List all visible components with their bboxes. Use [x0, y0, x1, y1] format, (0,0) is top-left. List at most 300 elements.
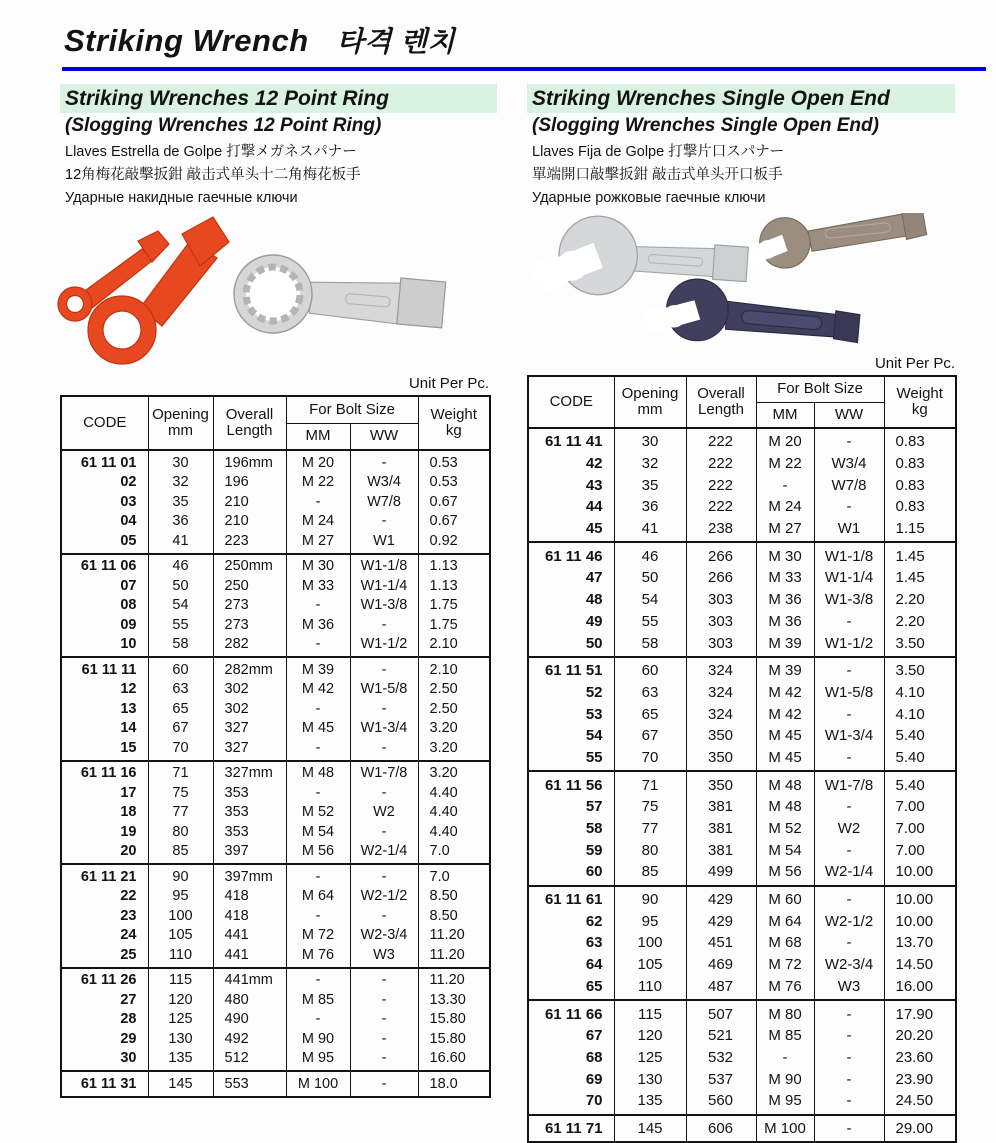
cell-bolt-ww: W1-7/8	[350, 761, 418, 784]
cell-overall-length: 512	[213, 1049, 286, 1072]
table-row	[61, 450, 490, 473]
cell-bolt-mm: -	[286, 635, 350, 658]
product-group	[528, 771, 956, 885]
cell-weight: 1.45	[884, 567, 956, 589]
cell-overall-length: 480	[213, 990, 286, 1010]
cell-bolt-mm: M 64	[286, 887, 350, 907]
cell-code: 61 11 21	[61, 864, 148, 887]
cell-opening: 54	[148, 596, 213, 616]
cell-opening: 65	[148, 699, 213, 719]
spec-table-single-open-end	[527, 375, 957, 1143]
cell-overall-length: 499	[686, 861, 756, 886]
cell-opening: 110	[614, 976, 686, 1001]
cell-bolt-ww: -	[814, 1047, 884, 1069]
cell-overall-length: 429	[686, 910, 756, 932]
cell-overall-length: 238	[686, 518, 756, 543]
table-row	[528, 682, 956, 704]
cell-code: 64	[528, 954, 614, 976]
cell-bolt-ww: -	[814, 796, 884, 818]
header-weight	[884, 376, 956, 428]
cell-bolt-mm: M 36	[756, 611, 814, 633]
cell-opening: 35	[148, 492, 213, 512]
cell-overall-length: 521	[686, 1025, 756, 1047]
cell-bolt-mm: M 42	[286, 680, 350, 700]
table-row	[528, 954, 956, 976]
cell-weight: 7.00	[884, 839, 956, 861]
cell-overall-length: 327	[213, 738, 286, 761]
cell-bolt-ww: -	[350, 990, 418, 1010]
header-bolt-ww: WW	[814, 402, 884, 428]
header-weight-unit: kg	[445, 422, 462, 439]
table-row	[528, 657, 956, 682]
cell-weight: 0.83	[884, 474, 956, 496]
cell-overall-length: 418	[213, 887, 286, 907]
cell-weight: 7.00	[884, 796, 956, 818]
cell-overall-length: 222	[686, 474, 756, 496]
cell-weight: 3.20	[418, 719, 490, 739]
cell-bolt-ww: W1-7/8	[814, 771, 884, 796]
cell-bolt-ww: -	[814, 611, 884, 633]
cell-overall-length: 350	[686, 771, 756, 796]
table-row	[61, 738, 490, 761]
cell-bolt-ww: W1-3/4	[814, 725, 884, 747]
cell-bolt-mm: M 39	[286, 657, 350, 680]
table-header	[528, 376, 956, 428]
cell-weight: 5.40	[884, 771, 956, 796]
cell-overall-length: 250	[213, 576, 286, 596]
header-opening	[148, 396, 213, 450]
cell-bolt-ww: -	[350, 906, 418, 926]
cell-bolt-mm: -	[286, 738, 350, 761]
cell-code: 03	[61, 492, 148, 512]
cell-opening: 90	[148, 864, 213, 887]
cell-bolt-ww: W1-1/2	[814, 632, 884, 657]
cell-code: 58	[528, 818, 614, 840]
cell-weight: 1.75	[418, 596, 490, 616]
cell-bolt-mm: M 95	[286, 1049, 350, 1072]
cell-bolt-mm: M 56	[286, 842, 350, 865]
cell-code: 29	[61, 1029, 148, 1049]
cell-bolt-ww: -	[350, 738, 418, 761]
cell-overall-length: 353	[213, 803, 286, 823]
cell-bolt-ww: -	[350, 822, 418, 842]
header-bolt-mm: MM	[286, 423, 350, 450]
cell-overall-length: 441	[213, 945, 286, 968]
section-title: Striking Wrenches 12 Point Ring	[60, 84, 497, 113]
cell-weight: 1.13	[418, 554, 490, 577]
cell-code: 52	[528, 682, 614, 704]
table-row	[528, 725, 956, 747]
cell-bolt-ww: -	[350, 864, 418, 887]
table-row	[528, 747, 956, 772]
product-group	[61, 554, 490, 658]
table-row	[61, 554, 490, 577]
table-row	[61, 990, 490, 1010]
table-row	[61, 492, 490, 512]
cell-weight: 5.40	[884, 725, 956, 747]
ring-wrench-illustration	[50, 213, 510, 373]
cell-bolt-mm: M 33	[286, 576, 350, 596]
cell-opening: 63	[614, 682, 686, 704]
cell-bolt-mm: M 72	[756, 954, 814, 976]
spec-table-12-point-ring	[60, 395, 491, 1098]
cell-overall-length: 418	[213, 906, 286, 926]
cell-overall-length: 487	[686, 976, 756, 1001]
cell-bolt-mm: M 30	[286, 554, 350, 577]
cell-code: 07	[61, 576, 148, 596]
cell-bolt-mm: M 52	[756, 818, 814, 840]
table-row	[61, 719, 490, 739]
cell-bolt-mm: -	[756, 1047, 814, 1069]
cell-code: 70	[528, 1090, 614, 1115]
cell-opening: 50	[148, 576, 213, 596]
cell-opening: 77	[614, 818, 686, 840]
table-row	[528, 703, 956, 725]
product-group	[61, 968, 490, 1072]
cell-weight: 0.67	[418, 492, 490, 512]
cell-code: 14	[61, 719, 148, 739]
header-code: CODE	[528, 376, 614, 428]
cell-overall-length: 266	[686, 542, 756, 567]
cell-overall-length: 303	[686, 632, 756, 657]
cell-code: 50	[528, 632, 614, 657]
table-row	[61, 635, 490, 658]
cell-code: 61 11 51	[528, 657, 614, 682]
cell-bolt-ww: -	[350, 512, 418, 532]
cell-weight: 3.20	[418, 761, 490, 784]
cell-weight: 1.75	[418, 615, 490, 635]
cell-bolt-ww: -	[350, 1010, 418, 1030]
header-weight-label: Weight	[896, 385, 943, 402]
cell-opening: 41	[614, 518, 686, 543]
cell-code: 09	[61, 615, 148, 635]
cell-weight: 23.60	[884, 1047, 956, 1069]
product-group	[528, 1115, 956, 1143]
cell-bolt-mm: M 52	[286, 803, 350, 823]
title-underline	[62, 67, 986, 71]
page-title-ko: 타격 렌치	[336, 26, 456, 57]
cell-code: 61 11 01	[61, 450, 148, 473]
cell-weight: 0.83	[884, 496, 956, 518]
two-column-layout	[60, 84, 955, 1143]
cell-code: 12	[61, 680, 148, 700]
cell-weight: 1.13	[418, 576, 490, 596]
cell-bolt-mm: M 30	[756, 542, 814, 567]
header-code: CODE	[61, 396, 148, 450]
cell-code: 60	[528, 861, 614, 886]
table-row	[528, 932, 956, 954]
header-opening-unit: mm	[637, 401, 663, 418]
cell-bolt-mm: -	[286, 968, 350, 991]
cell-code: 30	[61, 1049, 148, 1072]
taupe-open-end-wrench	[737, 213, 929, 273]
cell-overall-length: 303	[686, 611, 756, 633]
cell-overall-length: 490	[213, 1010, 286, 1030]
table-row	[61, 761, 490, 784]
cell-opening: 130	[614, 1068, 686, 1090]
cell-overall-length: 266	[686, 567, 756, 589]
cell-overall-length: 210	[213, 512, 286, 532]
cell-overall-length: 397	[213, 842, 286, 865]
cell-bolt-ww: W1	[350, 531, 418, 554]
cell-bolt-mm: M 45	[756, 747, 814, 772]
cell-bolt-ww: -	[814, 839, 884, 861]
cell-bolt-mm: M 60	[756, 886, 814, 911]
cell-code: 15	[61, 738, 148, 761]
open-end-wrench-illustration	[529, 213, 953, 353]
cell-bolt-ww: -	[350, 450, 418, 473]
cell-weight: 10.00	[884, 861, 956, 886]
cell-overall-length: 381	[686, 796, 756, 818]
cell-bolt-mm: -	[756, 474, 814, 496]
cell-bolt-ww: -	[814, 1090, 884, 1115]
cell-weight: 2.50	[418, 680, 490, 700]
cell-overall-length: 397mm	[213, 864, 286, 887]
cell-weight: 4.10	[884, 682, 956, 704]
cell-bolt-mm: M 24	[286, 512, 350, 532]
cell-code: 25	[61, 945, 148, 968]
cell-opening: 125	[148, 1010, 213, 1030]
cell-bolt-mm: -	[286, 699, 350, 719]
cell-code: 18	[61, 803, 148, 823]
cell-code: 22	[61, 887, 148, 907]
cell-code: 42	[528, 453, 614, 475]
cell-bolt-ww: W7/8	[350, 492, 418, 512]
product-photo-ring-wrenches	[60, 213, 497, 373]
cell-bolt-ww: -	[814, 428, 884, 453]
cell-code: 05	[61, 531, 148, 554]
table-row	[528, 428, 956, 453]
table-header	[61, 396, 490, 450]
cell-code: 59	[528, 839, 614, 861]
table-row	[528, 632, 956, 657]
cell-weight: 10.00	[884, 886, 956, 911]
cell-overall-length: 492	[213, 1029, 286, 1049]
cell-bolt-ww: W1-1/4	[814, 567, 884, 589]
table-row	[61, 1029, 490, 1049]
cell-code: 61 11 11	[61, 657, 148, 680]
cell-overall-length: 324	[686, 682, 756, 704]
lang-line-zh: 12角梅花敲擊扳鉗 敲击式单头十二角梅花板手	[65, 167, 361, 183]
section-subtitle: (Slogging Wrenches 12 Point Ring)	[65, 115, 382, 136]
product-group	[61, 761, 490, 865]
cell-bolt-mm: M 39	[756, 657, 814, 682]
cell-bolt-ww: W2-1/4	[350, 842, 418, 865]
cell-overall-length: 353	[213, 783, 286, 803]
cell-bolt-mm: -	[286, 1010, 350, 1030]
cell-opening: 135	[614, 1090, 686, 1115]
header-length-label: Length	[226, 422, 273, 439]
cell-opening: 75	[148, 783, 213, 803]
cell-weight: 2.50	[418, 699, 490, 719]
table-row	[61, 945, 490, 968]
cell-overall-length: 353	[213, 822, 286, 842]
table-row	[528, 1000, 956, 1025]
product-group	[528, 657, 956, 771]
cell-opening: 120	[148, 990, 213, 1010]
table-row	[528, 1115, 956, 1143]
header-for-bolt-size: For Bolt Size	[756, 376, 884, 402]
cell-opening: 46	[614, 542, 686, 567]
cell-bolt-mm: M 20	[756, 428, 814, 453]
lang-line-zh: 單端開口敲擊扳鉗 敲击式单头开口板手	[532, 167, 783, 183]
cell-weight: 3.50	[884, 657, 956, 682]
cell-bolt-mm: M 54	[756, 839, 814, 861]
cell-bolt-mm: M 72	[286, 926, 350, 946]
cell-bolt-ww: -	[814, 1000, 884, 1025]
cell-bolt-ww: -	[814, 932, 884, 954]
table-row	[61, 803, 490, 823]
header-length-label: Length	[698, 401, 744, 418]
cell-opening: 46	[148, 554, 213, 577]
cell-opening: 36	[148, 512, 213, 532]
cell-opening: 100	[614, 932, 686, 954]
cell-bolt-mm: M 76	[756, 976, 814, 1001]
table-row	[61, 512, 490, 532]
cell-bolt-mm: -	[286, 492, 350, 512]
cell-bolt-ww: W1-3/8	[350, 596, 418, 616]
cell-opening: 50	[614, 567, 686, 589]
cell-opening: 32	[614, 453, 686, 475]
cell-bolt-ww: W3/4	[350, 473, 418, 493]
cell-weight: 13.30	[418, 990, 490, 1010]
cell-weight: 2.10	[418, 635, 490, 658]
cell-code: 61 11 41	[528, 428, 614, 453]
table-row	[528, 474, 956, 496]
cell-opening: 65	[614, 703, 686, 725]
cell-bolt-ww: -	[350, 615, 418, 635]
cell-bolt-mm: -	[286, 596, 350, 616]
cell-opening: 125	[614, 1047, 686, 1069]
cell-weight: 29.00	[884, 1115, 956, 1143]
cell-opening: 105	[148, 926, 213, 946]
table-row	[61, 699, 490, 719]
section-subtitle: (Slogging Wrenches Single Open End)	[532, 115, 879, 136]
table-row	[61, 887, 490, 907]
cell-overall-length: 429	[686, 886, 756, 911]
cell-bolt-mm: M 90	[756, 1068, 814, 1090]
header-weight	[418, 396, 490, 450]
cell-code: 63	[528, 932, 614, 954]
cell-overall-length: 210	[213, 492, 286, 512]
cell-overall-length: 273	[213, 596, 286, 616]
header-overall-length	[686, 376, 756, 428]
cell-bolt-mm: M 45	[756, 725, 814, 747]
cell-bolt-mm: M 76	[286, 945, 350, 968]
cell-overall-length: 222	[686, 496, 756, 518]
cell-bolt-ww: -	[814, 1115, 884, 1143]
cell-overall-length: 302	[213, 699, 286, 719]
cell-opening: 67	[148, 719, 213, 739]
cell-bolt-ww: W1-5/8	[350, 680, 418, 700]
cell-overall-length: 606	[686, 1115, 756, 1143]
table-row	[528, 542, 956, 567]
cell-weight: 8.50	[418, 906, 490, 926]
cell-bolt-ww: W1-1/8	[350, 554, 418, 577]
cell-bolt-ww: -	[814, 1068, 884, 1090]
cell-opening: 70	[148, 738, 213, 761]
cell-overall-length: 282mm	[213, 657, 286, 680]
cell-opening: 80	[614, 839, 686, 861]
table-row	[61, 576, 490, 596]
cell-overall-length: 324	[686, 657, 756, 682]
table-row	[528, 796, 956, 818]
cell-bolt-ww: W2	[814, 818, 884, 840]
table-row	[61, 1049, 490, 1072]
cell-bolt-ww: W3/4	[814, 453, 884, 475]
table-row	[61, 596, 490, 616]
cell-opening: 110	[148, 945, 213, 968]
cell-opening: 35	[614, 474, 686, 496]
table-row	[61, 531, 490, 554]
cell-weight: 2.20	[884, 589, 956, 611]
cell-opening: 95	[148, 887, 213, 907]
cell-code: 04	[61, 512, 148, 532]
navy-open-end-wrench	[640, 274, 862, 353]
unit-per-pc-label: Unit Per Pc.	[408, 375, 489, 392]
cell-bolt-mm: M 90	[286, 1029, 350, 1049]
cell-bolt-mm: M 56	[756, 861, 814, 886]
cell-weight: 3.50	[884, 632, 956, 657]
table-row	[528, 976, 956, 1001]
unit-per-pc-label: Unit Per Pc.	[874, 355, 955, 372]
cell-opening: 60	[614, 657, 686, 682]
cell-code: 17	[61, 783, 148, 803]
cell-weight: 8.50	[418, 887, 490, 907]
cell-bolt-mm: M 48	[756, 796, 814, 818]
header-for-bolt-size: For Bolt Size	[286, 396, 418, 423]
cell-opening: 71	[614, 771, 686, 796]
cell-overall-length: 282	[213, 635, 286, 658]
cell-code: 61 11 66	[528, 1000, 614, 1025]
cell-weight: 11.20	[418, 945, 490, 968]
cell-code: 55	[528, 747, 614, 772]
cell-code: 61 11 06	[61, 554, 148, 577]
cell-bolt-ww: W3	[814, 976, 884, 1001]
cell-opening: 58	[614, 632, 686, 657]
cell-bolt-ww: W7/8	[814, 474, 884, 496]
cell-overall-length: 537	[686, 1068, 756, 1090]
cell-bolt-ww: W1-3/4	[350, 719, 418, 739]
cell-bolt-mm: M 24	[756, 496, 814, 518]
table-row	[61, 1010, 490, 1030]
cell-bolt-ww: W1-1/2	[350, 635, 418, 658]
cell-overall-length: 196	[213, 473, 286, 493]
cell-weight: 4.10	[884, 703, 956, 725]
cell-weight: 13.70	[884, 932, 956, 954]
cell-weight: 16.00	[884, 976, 956, 1001]
cell-bolt-mm: -	[286, 783, 350, 803]
cell-code: 62	[528, 910, 614, 932]
cell-code: 61 11 31	[61, 1071, 148, 1097]
cell-overall-length: 532	[686, 1047, 756, 1069]
cell-bolt-ww: W2-1/2	[350, 887, 418, 907]
table-row	[61, 783, 490, 803]
cell-bolt-ww: -	[814, 886, 884, 911]
cell-bolt-ww: -	[814, 1025, 884, 1047]
cell-bolt-ww: W1	[814, 518, 884, 543]
table-row	[528, 839, 956, 861]
cell-code: 61 11 71	[528, 1115, 614, 1143]
cell-weight: 5.40	[884, 747, 956, 772]
cell-opening: 145	[614, 1115, 686, 1143]
cell-weight: 4.40	[418, 783, 490, 803]
cell-bolt-mm: -	[286, 906, 350, 926]
cell-bolt-ww: -	[350, 1049, 418, 1072]
cell-opening: 71	[148, 761, 213, 784]
lang-line-ru: Ударные рожковые гаечные ключи	[532, 190, 766, 206]
cell-opening: 135	[148, 1049, 213, 1072]
